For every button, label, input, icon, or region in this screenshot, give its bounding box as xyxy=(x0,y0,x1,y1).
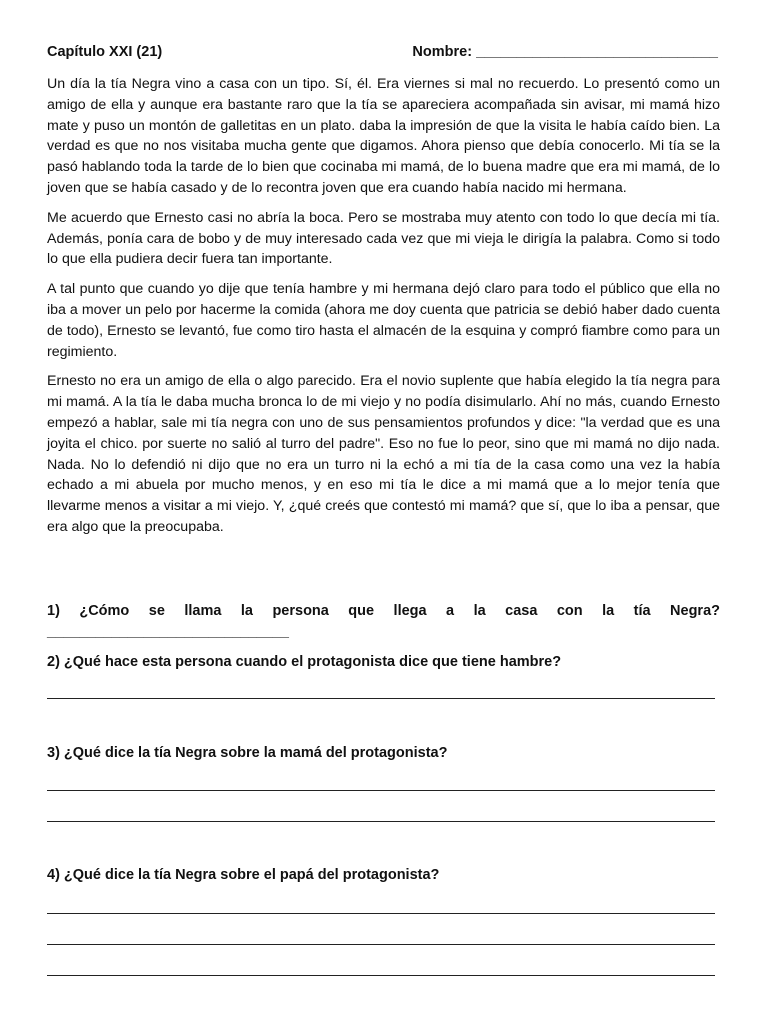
answer-2-line-1[interactable] xyxy=(47,698,715,699)
question-3: 3) ¿Qué dice la tía Negra sobre la mamá del protagonista? xyxy=(47,745,448,761)
answer-3-line-1[interactable] xyxy=(47,790,715,791)
answer-3-line-2[interactable] xyxy=(47,821,715,822)
paragraph-2: Me acuerdo que Ernesto casi no abría la boca. Pero se mostraba muy atento con todo lo que decía mi tía. Además, ponía cara de bobo y de muy interesado cada vez que mi vieja le dirigía la palabra. Como si todo lo que ella pudiera decir fuera tan importante. xyxy=(47,209,720,268)
question-1-text: 1) ¿Cómo se llama la persona que llega a la casa con la tía Negra? xyxy=(47,603,720,619)
paragraph-4: Ernesto no era un amigo de ella o algo parecido. Era el novio suplente que había elegido la tía negra para mi mamá. A la tía le daba mucha bronca lo de mi viejo y no podía disimularlo. Ahí no más, cuando Ernesto empezó a hablar, sale mi tía negra con uno de sus pensamientos profundos y dice: "la verdad que es una joyita el chico. por suerte no salió al turro del padre". Eso no fue lo peor, sino que mi mamá no dijo nada. Nada. No lo defendió ni dijo que no era un turro ni la echó a mi tía de la casa como una vez la había echado a mi abuela por mucho menos, y en eso mi tía le dice a mi mamá que a lo mejor tenía que llevarme menos a visitar a mi viejo. Y, ¿qué creés que contestó mi mamá? que sí, que lo iba a pensar, que era algo que la preocupaba. xyxy=(47,373,720,535)
answer-4-line-3[interactable] xyxy=(47,975,715,976)
chapter-title: Capítulo XXI (21) xyxy=(47,44,163,60)
story-text xyxy=(47,74,720,547)
answer-4-line-1[interactable] xyxy=(47,913,715,914)
question-4: 4) ¿Qué dice la tía Negra sobre el papá del protagonista? xyxy=(47,867,440,883)
answer-1-blank[interactable]: ______________________________ xyxy=(47,624,289,640)
paragraph-3: A tal punto que cuando yo dije que tenía hambre y mi hermana dejó claro para todo el público que ella no iba a mover un pelo por hacerme la comida (ahora me doy cuenta que patricia se debió haber dado cuenta de todo), Ernesto se levantó, fue como tiro hasta el almacén de la esquina y compró fiambre como para un regimiento. xyxy=(47,281,720,360)
paragraph-1: Un día la tía Negra vino a casa con un tipo. Sí, él. Era viernes si mal no recuerdo. Lo presentó como un amigo de ella y aunque era bastante raro que la tía se apareciera acompañada sin avisar, mi mamá hizo mate y puso un montón de galletitas en un plato. daba la impresión de que la visita le había caído bien. La verdad es que no nos visitaba mucha gente que digamos. Ahora pienso que debía conocerlo. Mi tía se la pasó hablando toda la tarde de lo bien que cocinaba mi mamá, de lo buena madre que era mi mamá, de lo joven que se había casado y de lo recontra joven que era cuando había nacido mi hermana. xyxy=(47,76,720,196)
question-2: 2) ¿Qué hace esta persona cuando el protagonista dice que tiene hambre? xyxy=(47,654,562,670)
answer-4-line-2[interactable] xyxy=(47,944,715,945)
worksheet-header xyxy=(47,44,720,60)
name-field[interactable]: Nombre: ______________________________ xyxy=(412,44,718,60)
question-1 xyxy=(47,601,720,643)
